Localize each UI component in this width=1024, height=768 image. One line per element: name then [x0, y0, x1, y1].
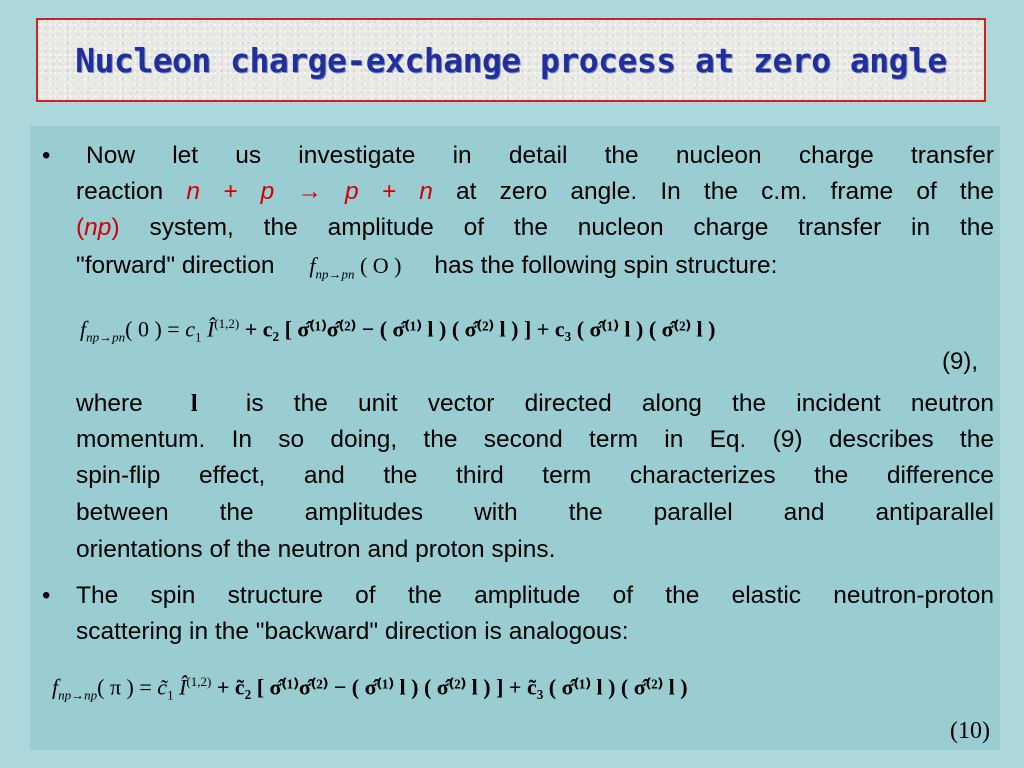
title-banner: [36, 18, 986, 102]
content-panel: [30, 126, 1000, 750]
equation-10: $f_{np\to np}$( π ) = $c̃_1$ Î$^{(1,2)}$ + c̃₂ [ σ̂⁽¹⁾σ̂⁽²⁾ − ( σ̂⁽¹⁾ l ) ( σ̂⁽²⁾ l ) ] + c̃₃ ( σ̂⁽¹⁾ l ) ( σ̂⁽²⁾ l ): [52, 674, 688, 703]
para2-line4: between the amplitudes with the parallel and antiparallel: [76, 499, 994, 526]
forward-amplitude: $f_{np\to pn}$ ( O ): [309, 253, 402, 282]
bullet-2: •: [42, 582, 51, 609]
para2-line5: orientations of the neutron and proton spins.: [76, 536, 556, 563]
para2-line2: momentum. In so doing, the second term in Eq. (9) describes the: [76, 426, 994, 453]
para1-line3: (np) system, the amplitude of the nucleon charge transfer in the: [76, 214, 995, 241]
para3-line1: The spin structure of the amplitude of the elastic neutron-proton: [76, 582, 994, 609]
para3-line2: scattering in the "backward" direction is analogous:: [76, 618, 629, 645]
para1-line4: "forward" direction $f_{np\to pn}$ ( O ) has the following spin structure:: [76, 252, 778, 282]
reaction-formula: n + p → p + n: [186, 178, 433, 205]
equation-9-number: (9),: [942, 348, 978, 375]
equation-9: $f_{np\to pn}$( 0 ) = $c_1$ Î$^{(1,2)}$ + c₂ [ σ̂⁽¹⁾σ̂⁽²⁾ − ( σ̂⁽¹⁾ l ) ( σ̂⁽²⁾ l ) ] + c₃ ( σ̂⁽¹⁾ l ) ( σ̂⁽²⁾ l ): [80, 316, 716, 345]
para1-line1: Now let us investigate in detail the nucleon charge transfer: [86, 142, 994, 169]
unit-vector-l: l: [190, 390, 198, 417]
para2-line3: spin-flip effect, and the third term characterizes the difference: [76, 462, 994, 489]
para1-line2: reaction n + p → p + n at zero angle. In the c.m. frame of the: [76, 178, 994, 205]
equation-10-number: (10): [950, 718, 990, 744]
bullet-1: •: [42, 142, 51, 169]
slide-title: Nucleon charge-exchange process at zero angle: [75, 40, 947, 80]
para2-line1: where l is the unit vector directed along the incident neutron: [76, 390, 995, 417]
